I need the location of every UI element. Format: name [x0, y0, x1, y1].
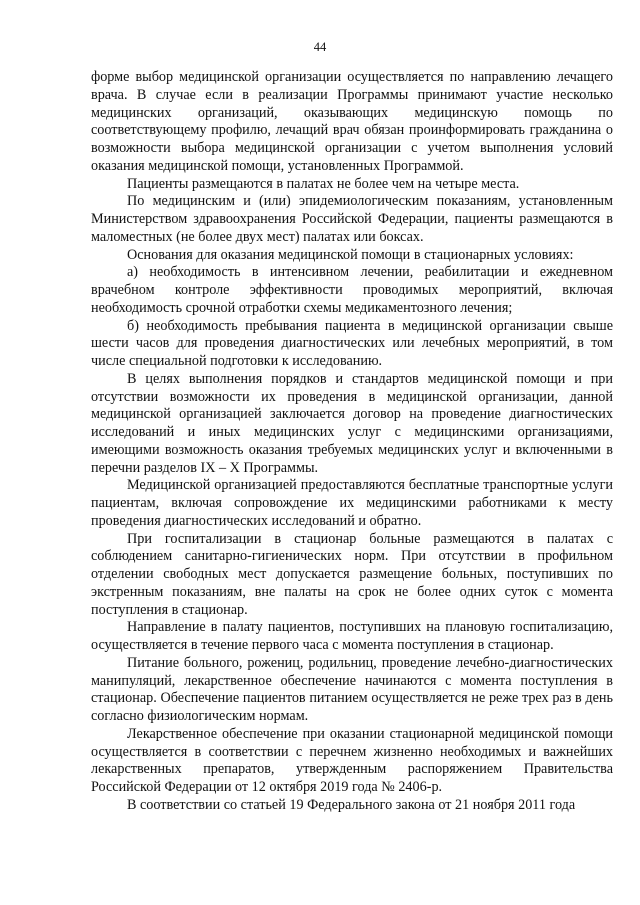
paragraph: форме выбор медицинской организации осуществляется по направлению лечащего врача. В случае если в реализации Программы принимают участие несколько медицинских организаций, оказывающих медицинскую помощь по соответствующему профилю, лечащий врач обязан проинформировать гражданина о возможности выбора медицинской организации с учетом выполнения условий оказания медицинской помощи, установленных Программой.: [91, 69, 613, 174]
paragraph: Пациенты размещаются в палатах не более чем на четыре места.: [127, 175, 520, 192]
paragraph: Медицинской организацией предоставляются бесплатные транспортные услуги пациентам, включая сопровождение их медицинскими работниками к месту проведения диагностических исследований и обратно.: [91, 477, 613, 529]
paragraph: Лекарственное обеспечение при оказании стационарной медицинской помощи осуществляется в соответствии с перечнем жизненно необходимых и важнейших лекарственных препаратов, утвержденным распоряжением Правительства Российской Федерации от 12 октября 2019 года № 2406-р.: [91, 725, 613, 795]
paragraph: При госпитализации в стационар больные размещаются в палатах с соблюдением санитарно-гигиенических норм. При отсутствии в профильном отделении свободных мест допускается размещение больных, поступивших по экстренным показаниям, вне палаты на срок не более одних суток с момента поступления в стационар.: [91, 530, 613, 618]
paragraph: Питание больного, рожениц, родильниц, проведение лечебно-диагностических манипуляций, лекарственное обеспечение начинаются с момента поступления в стационар. Обеспечение пациентов питанием осуществляется не реже трех раз в день согласно физиологическим нормам.: [91, 654, 613, 724]
paragraph: Направление в палату пациентов, поступивших на плановую госпитализацию, осуществляется в течение первого часа с момента поступления в стационар.: [91, 619, 613, 653]
list-item: б) необходимость пребывания пациента в медицинской организации свыше шести часов для проведения диагностических или лечебных мероприятий, в том числе специальной подготовки к исследованию.: [91, 317, 613, 369]
paragraph: В соответствии со статьей 19 Федерального закона от 21 ноября 2011 года: [127, 796, 576, 813]
paragraph: По медицинским и (или) эпидемиологическим показаниям, установленным Министерством здравоохранения Российской Федерации, пациенты размещаются в маломестных (не более двух мест) палатах или боксах.: [91, 193, 613, 245]
paragraph: Основания для оказания медицинской помощи в стационарных условиях:: [127, 246, 574, 263]
body-text: [91, 69, 613, 815]
page-number: 44: [313, 40, 327, 54]
list-item: а) необходимость в интенсивном лечении, реабилитации и ежедневном врачебном контроле эффективности проводимых мероприятий, включая необходимость срочной отработки схемы медикаментозного лечения;: [91, 264, 613, 316]
paragraph: В целях выполнения порядков и стандартов медицинской помощи и при отсутствии возможности их проведения в медицинской организации, данной медицинской организацией заключается договор на проведение диагностических исследований и иных медицинских услуг с медицинскими организациями, имеющими возможность оказания требуемых медицинских услуг и включенными в перечни разделов IX – X Программы.: [91, 370, 613, 476]
